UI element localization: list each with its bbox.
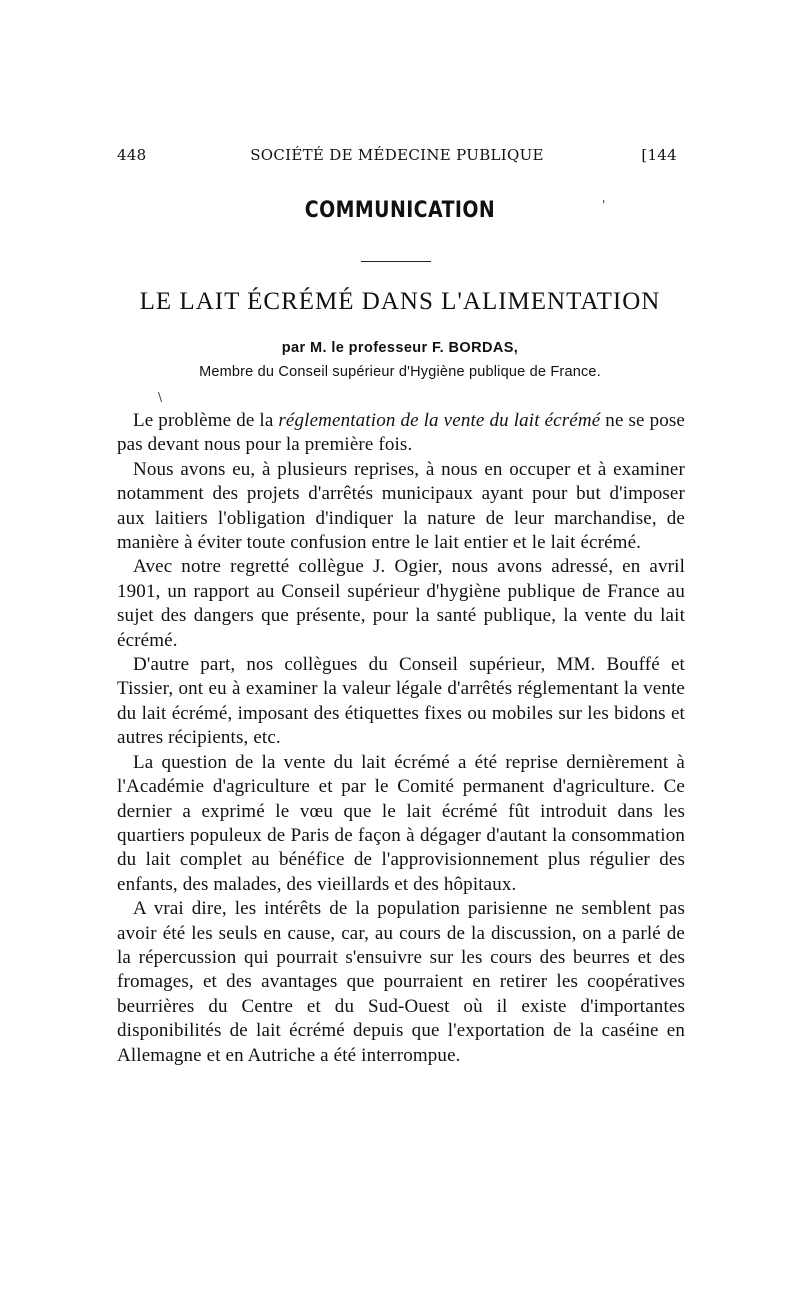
paragraph-text: ne se pose pas devant nous pour la première fois.: [117, 410, 685, 456]
article-body: [117, 409, 685, 1068]
author-affiliation: Membre du Conseil supérieur d'Hygiène publique de France.: [199, 364, 601, 380]
running-head-title: SOCIÉTÉ DE MÉDECINE PUBLIQUE: [250, 146, 544, 164]
running-head: [117, 146, 677, 168]
page-number: 448: [117, 146, 147, 164]
author-line: par M. le professeur F. BORDAS,: [281, 340, 519, 356]
article-title: LE LAIT ÉCRÉMÉ DANS L'ALIMENTATION: [139, 288, 661, 315]
paragraph: A vrai dire, les intérêts de la population parisienne ne semblent pas avoir été les seuls en cause, car, au cours de la discussion, on a parlé de la répercussion qui pourrait s'ensuivre sur les cours des beurres et des fromages, et des avantages que pourraient en retirer les coopératives beurrières du Centre et du Sud-Ouest où il existe d'importantes disponibilités de lait écrémé depuis que l'exportation de la caséine en Allemagne et en Autriche a été interrompue.: [117, 898, 685, 1066]
stray-mark: \: [158, 390, 163, 404]
divider-rule: [361, 261, 431, 262]
section-heading: COMMUNICATION: [304, 198, 496, 223]
original-page-number: [144: [641, 146, 677, 164]
paragraph: Avec notre regretté collègue J. Ogier, nous avons adressé, en avril 1901, un rapport au Conseil supérieur d'hygiène publique de France au sujet des dangers que présente, pour la santé publique, la vente du lait écrémé.: [117, 556, 685, 651]
paragraph: La question de la vente du lait écrémé a été reprise dernièrement à l'Académie d'agriculture et par le Comité permanent d'agriculture. Ce dernier a exprimé le vœu que le lait écrémé fût introduit dans les quartiers populeux de Paris de façon à dégager d'autant la consommation du lait complet au bénéfice de l'approvisionnement plus régulier des enfants, des malades, des vieillards et des hôpitaux.: [117, 751, 685, 895]
emphasized-text: réglementation de la vente du lait écrémé: [278, 410, 601, 431]
paragraph-text: Le problème de la: [133, 410, 279, 431]
paragraph: Nous avons eu, à plusieurs reprises, à nous en occuper et à examiner notamment des projets d'arrêtés municipaux ayant pour but d'imposer aux laitiers l'obligation d'indiquer la nature de leur marchandise, de manière à éviter toute confusion entre le lait entier et le lait écrémé.: [117, 458, 685, 554]
paragraph: D'autre part, nos collègues du Conseil supérieur, MM. Bouffé et Tissier, ont eu à examiner la valeur légale d'arrêtés réglementant la vente du lait écrémé, imposant des étiquettes fixes ou mobiles sur les bidons et autres récipients, etc.: [117, 654, 685, 749]
paragraph: [117, 409, 685, 458]
stray-mark: ': [602, 198, 606, 212]
